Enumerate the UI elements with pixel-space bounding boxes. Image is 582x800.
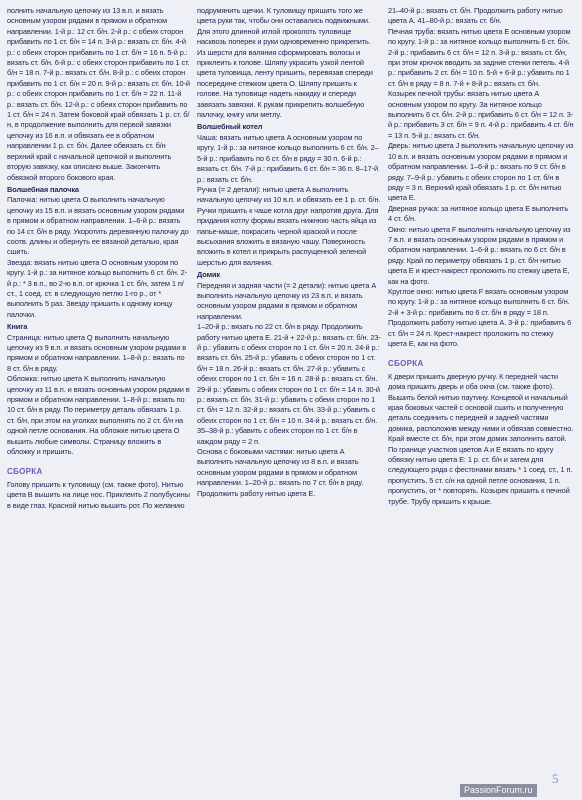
- section-heading: Волшебный котел: [197, 122, 263, 132]
- paragraph: К двери пришить дверную ручку. К передней части дома пришить дверь и оба окна (см. также фото). Вышить белой нитью паутину. Концевой и начальный края боковых частей с основой сшить и полученную деталь соединить с передней и задней частями домика, расположив между ними и обвязав совместно. Край вместе ст. б/н, при этом домик заполнить ватой. По границе участков цветов A и E вязать по кругу обвязку нитью цвета E: 1 р. ст. б/н и затем для следующего ряда с фестонами вязать * 1 соед. ст., 1 п. пропустить, 5 ст. с/н на одной петле основания, 1 п. пропустить, от * повторять. Козырек пришить к печной трубе. Трубу пришить к крыше.: [388, 371, 574, 506]
- paragraph: Ручка (= 2 детали): нитью цвета A выполнить начальную цепочку из 10 в.п. и обвязать ее 1 р. ст. б/н.: [197, 184, 381, 205]
- paragraph: Передняя и задняя части (= 2 детали): нитью цвета A выполнить начальную цепочку из 23 в.п. и вязать основным узором рядами в прямом и обратном направлении.: [197, 280, 376, 321]
- paragraph: Дверная ручка: за нитяное кольцо цвета E выполнить 4 ст. б/н.: [388, 203, 569, 224]
- section-heading: Волшебная палочка: [7, 184, 79, 194]
- paragraph: Палочка: нитью цвета O выполнить начальную цепочку из 15 в.п. и вязать основным узором рядами в прямом и обратном направлении. 1–6-й р.: вязать по 14 ст. б/н в ряду. Укоротить деревянную палочку до соотв. длины и обернуть ее вязаной деталью, края сшить.: [7, 195, 189, 257]
- paragraph: Звезда: вязать нитью цвета O основным узором по кругу. 1-й р.: за нитяное кольцо выполнить 6 ст. б/н. 2-й р.: * 3 в.п., во 2-ю в.п. от крючка 1 ст. б/н, затем 1 п/ст., 1 соед. ст. в следующую петлю 1-го р., от * выполнить 5 раз. Звезду пришить к одному концу палочки.: [7, 257, 187, 319]
- section-heading: Книга: [7, 322, 28, 332]
- paragraph: Чаша: вязать нитью цвета A основным узором по кругу. 1-й р.: за нитяное кольцо выполнить 6 ст. б/н. 2–5-й р.: прибавить по 6 ст. б/н в ряду = 30 п. 6-й р.: вязать ст. б/н. 7-й р.: прибавить 6 ст. б/н = 36 п. 8–17-й р.: вязать ст. б/н.: [197, 132, 379, 184]
- paragraph: Обложка: нитью цвета K выполнить начальную цепочку из 11 в.п. и вязать основным узором рядами в прямом и обратном направлении. 1–8-й р.: вязать по 10 ст. б/н в ряду. По периметру деталь обвязать 1 р. ст. б/н, при этом на уголках выполнять по 2 ст. б/н на одной петле основания. На обложке нитью цвета O вышить любые символы. Страницу вложить в обложку и пришить.: [7, 374, 190, 457]
- paragraph: 1–20-й р.: вязать по 22 ст. б/н в ряду. Продолжить работу нитью цвета E. 21-й + 22-й р.: вязать ст. б/н. 23-й р.: убавить с обеих сторон по 1 ст. б/н = 20 п. 24-й р.: вязать ст. б/н. 25-й р.: убавить с обеих сторон по 1 ст. б/н = 18 п. 26-й р.: вязать ст. б/н. 27-й р.: убавить с обеих сторон по 1 ст. б/н = 16 п. 28-й р.: вязать ст. б/н. 29-й р.: убавить с обеих сторон по 1 ст. б/н = 14 п. 30-й р.: вязать ст. б/н. 31-й р.: убавить с обеих сторон по 1 ст. б/н = 12 п. 32-й р.: вязать ст. б/н. 33-й р.: убавить с обеих сторон по 1 ст. б/н = 10 п. 34-й р.: вязать ст. б/н. 35–38-й р.: убавить с обеих сторон по 1 ст. б/н в каждом ряду = 2 п.: [197, 322, 381, 446]
- section-heading: Домик: [197, 270, 220, 280]
- text-column-2: [197, 6, 381, 499]
- paragraph: Печная труба: вязать нитью цвета E основным узором по кругу. 1-й р.: за нитяное кольцо выполнить 6 ст. б/н. 2-й р.: прибавить 6 ст. б/н = 12 п. 3-й р.: вязать ст. б/н, при этом крючок вводить за задние стенки петель. 4-й р.: прибавить 2 ст. б/н = 10 п. 5-й + 6-й р.: убавить по 1 ст. б/н в ряду = 8 п. 7-й + 8-й р.: вязать ст. б/н.: [388, 26, 571, 88]
- paragraph: Окно: нитью цвета F выполнить начальную цепочку из 7 в.п. и вязать основным узором рядами в прямом и обратном направлении. 1–6-й р.: вязать по 6 ст. б/н в ряду. Край по периметру обвязать 1 р. ст. б/н нитью цвета E и крест-накрест проложить по стежку цвета E, как на фото.: [388, 224, 571, 286]
- assembly-heading: СБОРКА: [388, 359, 424, 369]
- paragraph: Козырек печной трубы: вязать нитью цвета A основным узором по кругу. За нитяное кольцо выполнить 6 ст. б/н. 2-й р.: прибавить 6 ст. б/н = 12 п. 3-й р.: прибавить 3 ст. б/н = 9 п. 4-й р.: прибавить 4 ст. б/н = 13 п. 5-й р.: вязать ст. б/н.: [388, 89, 574, 140]
- text-column-1: [7, 6, 190, 511]
- paragraph: Ручки пришить к чаше котла друг напротив друга. Для придания котлу формы вязать нижнюю часть яйца из папье-маше, покрасить черной краской и после высыхания вложить в вязаную чашу. Поверхность вложить в котел и прикрыть распущенной зеленой шерстью для валяния.: [197, 205, 379, 267]
- paragraph: полнить начальную цепочку из 13 в.п. и вязать основным узором рядами в прямом и обратном направлении. 1-й р.: 12 ст. б/н. 2-й р.: с обеих сторон прибавить по 1 ст. б/н = 14 п. 3-й р.: вязать ст. б/н. 4-й р.: с обеих сторон прибавить по 1 ст. б/н = 16 п. 5-й р.: вязать ст. б/н. 6-й р.: с обеих сторон прибавить по 1 ст. б/н = 18 п. 7-й р.: вязать ст. б/н. 8-й р.: с обеих сторон прибавить по 1 ст. б/н = 20 п. 9-й р.: вязать ст. б/н. 10-й р.: с обеих сторон прибавить по 1 ст. б/н = 22 п. 11-й р.: вязать ст. б/н. 12-й р.: с обеих сторон прибавить по 1 ст. б/н = 24 п. Затем боковой край обвязать 1 р. ст. б/н, в продолжение выполнить для первой завязки цепочку из 16 в.п. и обвязать ее в обратном направлении 1 р. ст. б/н. Далее обвязать ст. б/н верхний край с начальной цепочкой и выполнить вторую завязку, как описано выше. Закончить обвязкой второго бокового края.: [7, 6, 190, 182]
- paragraph: Основа с боковыми частями: нитью цвета A выполнить начальную цепочку из 8 в.п. и вязать основным узором рядами в прямом и обратном направлении. 1–20-й р.: вязать по 7 ст. б/н в ряду. Продолжить работу нитью цвета E.: [197, 447, 364, 498]
- watermark: PassionForum.ru: [460, 784, 537, 797]
- assembly-heading: СБОРКА: [7, 467, 43, 477]
- paragraph: Дверь: нитью цвета J выполнить начальную цепочку из 10 в.п. и вязать основным узором рядами в прямом и обратном направлении. 1–6-й р.: вязать по 9 ст. б/н в ряду. 7–9-й р.: убавить с обеих сторон по 1 ст. б/н в ряду = 3 п. Верхний край обвязать 1 р. ст. б/н нитью цвета E.: [388, 141, 574, 203]
- page-number: 5: [552, 771, 559, 786]
- paragraph: Круглое окно: нитью цвета F вязать основным узором по кругу. 1-й р.: за нитяное кольцо выполнить 6 ст. б/н. 2-й + 3-й р.: прибавить по 6 ст. б/н в ряду = 18 п. Продолжить работу нитью цвета A. 3-й р.: прибавить 6 ст. б/н = 24 п. Крест-накрест проложить по стежку цвета E, как на фото.: [388, 286, 572, 348]
- text-column-3: [388, 6, 574, 507]
- paragraph: Страница: нитью цвета Q выполнить начальную цепочку из 9 в.п. и вязать основным узором рядами в прямом и обратном направлении. 1–8-й р.: вязать по 8 ст. б/н в ряду.: [7, 332, 187, 373]
- paragraph: 21–40-й р.: вязать ст. б/н. Продолжить работу нитью цвета A. 41–80-й р.: вязать ст. б/н.: [388, 6, 563, 26]
- paragraph: Голову пришить к туловищу (см. также фото). Нитью цвета B вышить на лице нос. Приклеить 2 полубусины в виде глаз. Красной нитью вышить рот. По желанию: [7, 479, 190, 510]
- paragraph: подрумянить щечки. К туловищу пришить того же цвета руки так, чтобы они оставались подвижными. Для этого длинной иглой проколоть туловище насквозь поперек и руки одновременно прикрепить. Из шерсти для валяния сформировать волосы и приклеить к голове. Шляпу украсить узкой лентой цвета туловища, ленту пришить, перевязав спереди посередине стежком цвета O. Шляпу пришить к голове. На туловище надеть накидку и спереди завязать завязки. К рукам прикрепить волшебную палочку, книгу или метлу.: [197, 6, 373, 120]
